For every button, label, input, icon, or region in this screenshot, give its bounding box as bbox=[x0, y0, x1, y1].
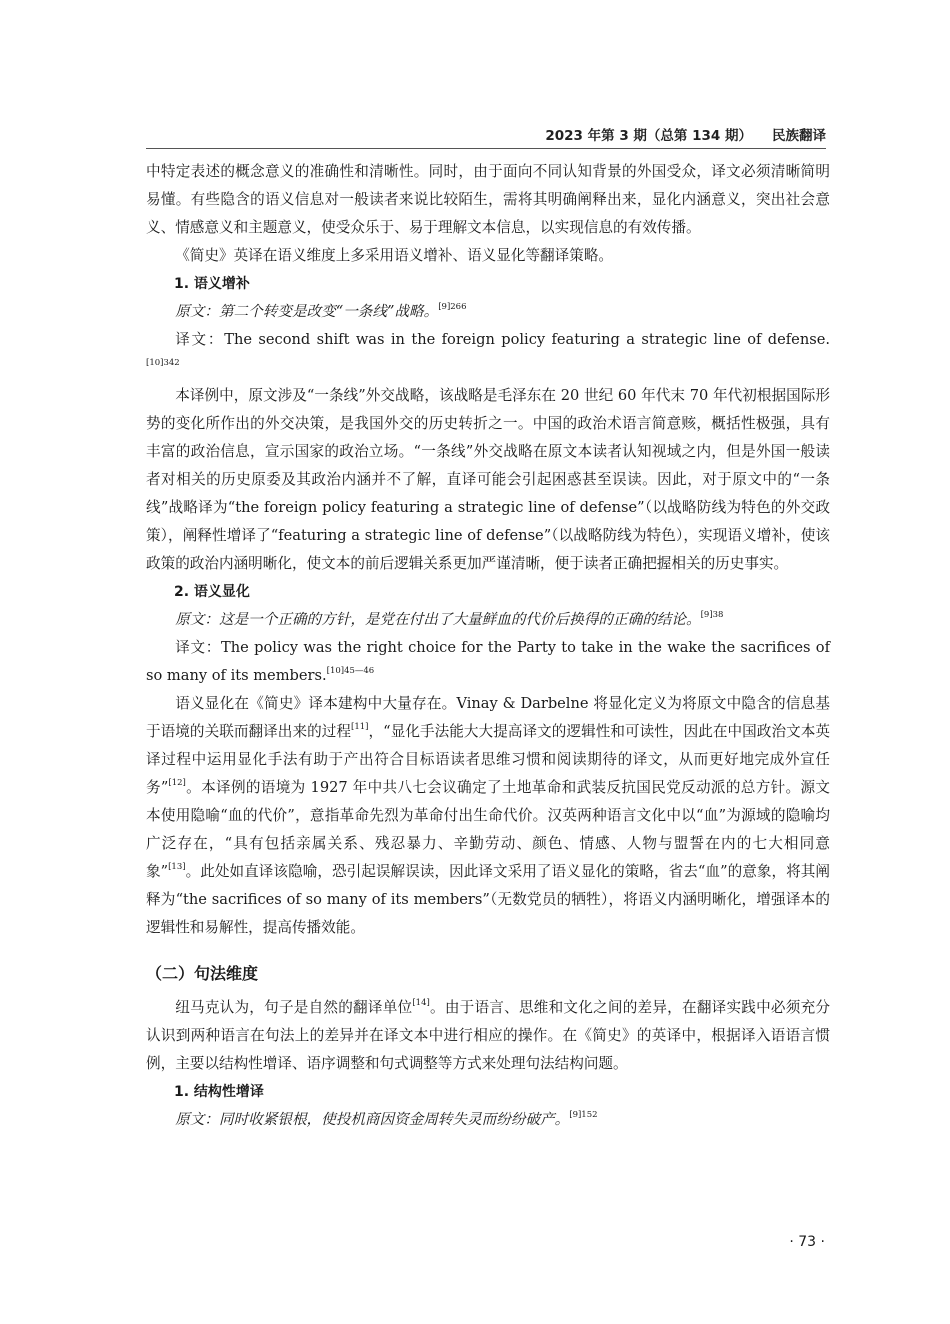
original-text: 同时收紧银根，使投机商因资金周转失灵而纷纷破产。 bbox=[218, 1111, 570, 1128]
example-1-original bbox=[146, 298, 830, 326]
text-run: ，“显化手法能大大提高译文的逻辑性和可读性，因此在中国政治文本英译过程中运用显化手法有助于产出符合目标语读者思维习惯和阅读期待的译文，从而更好地完成外宣任务” bbox=[146, 723, 830, 796]
translation-label: 译文： bbox=[175, 639, 222, 656]
citation: [9]38 bbox=[700, 610, 724, 620]
paragraph-example-2-analysis bbox=[146, 690, 830, 942]
paragraph-example-1-analysis: 本译例中，原文涉及“一条线”外交战略，该战略是毛泽东在 20 世纪 60 年代末 70 年代初根据国际形势的变化所作出的外交决策，是我国外交的历史转折之一。中国的政治术语言简意赅，概括性极强，具有丰富的政治信息，宣示国家的政治立场。“一条线”外交战略在原文本读者认知视域之内，但是外国一般读者对相关的历史原委及其政治内涵并不了解，直译可能会引起困惑甚至误读。因此，对于原文中的“一条线”战略译为“the foreign policy featuring a strategic line of defense”（以战略防线为特色的外交政策），阐释性增译了“featuring a strategic line of defense”（以战略防线为特色），实现语义增补，使该政策的政治内涵明晰化，使文本的前后逻辑关系更加严谨清晰，便于读者正确把握相关的历史事实。 bbox=[146, 387, 830, 572]
running-header bbox=[146, 124, 826, 146]
citation: [10]45—46 bbox=[326, 666, 375, 676]
paragraph-syntax-intro bbox=[146, 994, 830, 1078]
example-3-original bbox=[146, 1106, 830, 1134]
subheading-semantic-explicitation: 2. 语义显化 bbox=[174, 584, 250, 600]
subheading-semantic-supplement: 1. 语义增补 bbox=[174, 276, 250, 292]
citation: [9]266 bbox=[438, 302, 467, 312]
text-run: 纽马克认为，句子是自然的翻译单位 bbox=[175, 999, 413, 1016]
journal-name: 民族翻译 bbox=[772, 128, 826, 144]
page-number: · 73 · bbox=[789, 1234, 825, 1250]
translation-label: 译文： bbox=[175, 331, 225, 348]
citation: [13] bbox=[168, 862, 186, 872]
citation: [9]152 bbox=[569, 1110, 598, 1120]
article-body bbox=[146, 158, 830, 1134]
example-2-original bbox=[146, 606, 830, 634]
citation: [12] bbox=[168, 778, 186, 788]
issue-info: 2023 年第 3 期（总第 134 期） bbox=[545, 128, 752, 144]
text-run: 。本译例的语境为 1927 年中共八七会议确定了土地革命和武装反抗国民党反动派的总方针。源文本使用隐喻“血的代价”，意指革命先烈为革命付出生命代价。汉英两种语言文化中以“血”为源域的隐喻均广泛存在，“具有包括亲属关系、残忍暴力、辛勤劳动、颜色、情感、人物与盟誓在内的七大相同意象” bbox=[146, 779, 830, 880]
subheading-structural-addition: 1. 结构性增译 bbox=[174, 1084, 264, 1100]
citation: [14] bbox=[412, 998, 430, 1008]
paragraph-continuation: 中特定表述的概念意义的准确性和清晰性。同时，由于面向不同认知背景的外国受众，译文必须清晰简明易懂。有些隐含的语义信息对一般读者来说比较陌生，需将其明确阐释出来，显化内涵意义，突出社会意义、情感意义和主题意义，使受众乐于、易于理解文本信息，以实现信息的有效传播。 bbox=[146, 163, 830, 236]
example-1-translation bbox=[146, 326, 830, 382]
translation-text: The second shift was in the foreign policy featuring a strategic line of defense. bbox=[224, 331, 830, 348]
translation-text: The policy was the right choice for the Party to take in the wake the sacrifices of so many of its members. bbox=[146, 639, 830, 684]
paragraph-strategy-intro: 《简史》英译在语义维度上多采用语义增补、语义显化等翻译策略。 bbox=[175, 247, 614, 264]
original-label: 原文： bbox=[175, 611, 219, 628]
citation: [11] bbox=[351, 722, 369, 732]
original-label: 原文： bbox=[175, 1111, 219, 1128]
section-heading-syntax: （二）句法维度 bbox=[146, 964, 259, 983]
text-run: 语义显化在《简史》译本建构中大量存在。Vinay & Darbelne 将显化定义为将原文中隐含的信息基于语境的关联而翻译出来的过程 bbox=[146, 695, 830, 740]
original-text: 第二个转变是改变“一条线”战略。 bbox=[218, 303, 439, 320]
text-run: 。由于语言、思维和文化之间的差异，在翻译实践中必须充分认识到两种语言在句法上的差异并在译文本中进行相应的操作。在《简史》的英译中，根据译入语语言惯例，主要以结构性增译、语序调整和句式调整等方式来处理句法结构问题。 bbox=[146, 999, 830, 1072]
citation: [10]342 bbox=[146, 358, 180, 368]
original-text: 这是一个正确的方针，是党在付出了大量鲜血的代价后换得的正确的结论。 bbox=[218, 611, 701, 628]
text-run: 。此处如直译该隐喻，恐引起误解误读，因此译文采用了语义显化的策略，省去“血”的意象，将其阐释为“the sacrifices of so many of its members”（无数党员的牺牲），将语义内涵明晰化，增强译本的逻辑性和易解性，提高传播效能。 bbox=[146, 863, 830, 936]
header-rule bbox=[146, 148, 826, 149]
example-2-translation bbox=[146, 634, 830, 690]
original-label: 原文： bbox=[175, 303, 219, 320]
